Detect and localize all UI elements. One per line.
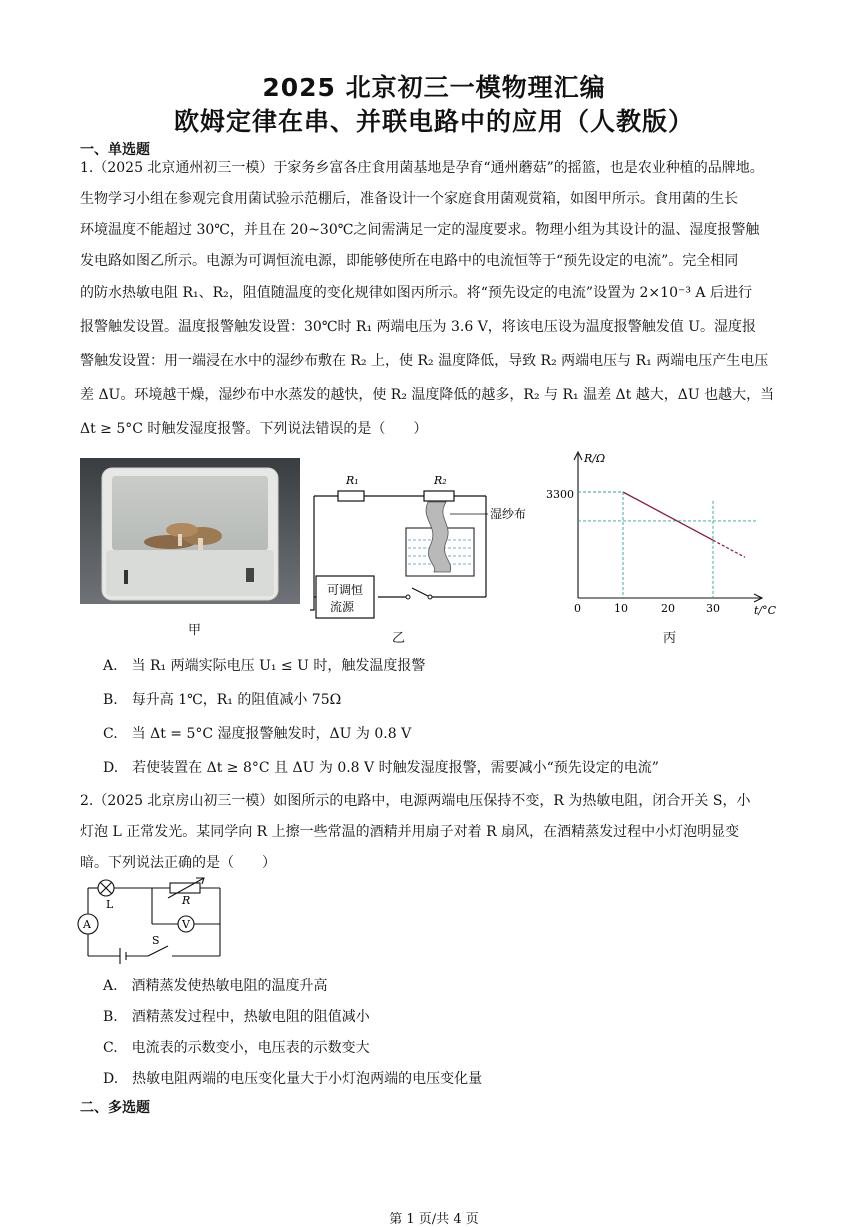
q1-line-6: 报警触发设置。温度报警触发设置：30℃时 R₁ 两端电压为 3.6 V，将该电压设为温度报警触发值 U。湿度报 bbox=[80, 319, 757, 335]
circuit-source-label-line1: 可调恒 bbox=[327, 583, 364, 597]
circuit-r2-label: R₂ bbox=[434, 474, 447, 487]
figure-jia-label: 甲 bbox=[188, 623, 202, 638]
q2-line-3: 暗。下列说法正确的是（ ） bbox=[80, 855, 276, 871]
page-number-footer: 第 1 页/共 4 页 bbox=[389, 1212, 479, 1227]
q2-option-b[interactable]: B. 酒精蒸发过程中，热敏电阻的阻值减小 bbox=[103, 1009, 370, 1025]
document-title-line1: 2025 北京初三一模物理汇编 bbox=[262, 73, 606, 102]
figure-yi-alarm-circuit bbox=[300, 462, 527, 632]
circuit-gauze-label: 湿纱布 bbox=[490, 507, 527, 521]
graph-x-tick-30: 30 bbox=[706, 602, 720, 615]
q2-line-2: 灯泡 L 正常发光。某同学向 R 上擦一些常温的酒精并用扇子对着 R 扇风，在酒精蒸发过程中小灯泡明显变 bbox=[80, 824, 740, 840]
figure-bing-label: 丙 bbox=[663, 631, 677, 646]
q1-option-c[interactable]: C. 当 Δt = 5°C 湿度报警触发时，ΔU 为 0.8 V bbox=[103, 726, 412, 742]
graph-data-line-extension bbox=[713, 540, 745, 557]
q1-line-4: 发电路如图乙所示。电源为可调恒流电源，即能够使所在电路中的电流恒等于“预先设定的电流”。完全相同 bbox=[80, 253, 739, 269]
q1-line-1: 1.（2025 北京通州初三一模）于家务乡富各庄食用菌基地是孕育“通州蘑菇”的摇篮，也是农业种植的品牌地。 bbox=[80, 160, 764, 176]
circuit-source-label-line2: 流源 bbox=[330, 600, 355, 614]
q1-option-a[interactable]: A. 当 R₁ 两端实际电压 U₁ ≤ U 时，触发温度报警 bbox=[103, 658, 426, 674]
q2-switch-label: S bbox=[152, 934, 160, 947]
q1-line-9: Δt ≥ 5°C 时触发湿度报警。下列说法错误的是（ ） bbox=[80, 421, 428, 437]
graph-x-axis-label: t/°C bbox=[754, 604, 777, 617]
figure-jia-mushroom-box-photo bbox=[80, 458, 300, 604]
document-title-line2: 欧姆定律在串、并联电路中的应用（人教版） bbox=[173, 107, 694, 136]
q2-resistor-label: R bbox=[182, 894, 191, 907]
q1-line-3: 环境温度不能超过 30℃，并且在 20~30℃之间需满足一定的湿度要求。物理小组为其设计的温、湿度报警触 bbox=[80, 222, 760, 238]
q2-option-a[interactable]: A. 酒精蒸发使热敏电阻的温度升高 bbox=[103, 978, 328, 994]
section-heading-multiple-choice: 二、多选题 bbox=[80, 1100, 150, 1116]
q1-line-2: 生物学习小组在参观完食用菌试验示范棚后，准备设计一个家庭食用菌观赏箱，如图甲所示。食用菌的生长 bbox=[80, 191, 738, 207]
graph-x-tick-0: 0 bbox=[574, 602, 581, 615]
section-heading-single-choice: 一、单选题 bbox=[80, 142, 150, 158]
figure-yi-label: 乙 bbox=[392, 631, 406, 646]
graph-data-line bbox=[623, 492, 713, 540]
q2-line-1: 2.（2025 北京房山初三一模）如图所示的电路中，电源两端电压保持不变，R 为热敏电阻，闭合开关 S，小 bbox=[80, 793, 751, 809]
graph-x-tick-10: 10 bbox=[614, 602, 628, 615]
q1-line-8: 差 ΔU。环境越干燥，湿纱布中水蒸发的越快，使 R₂ 温度降低的越多，R₂ 与 R₁ 温差 Δt 越大，ΔU 也越大，当 bbox=[80, 387, 775, 403]
q2-option-d[interactable]: D. 热敏电阻两端的电压变化量大于小灯泡两端的电压变化量 bbox=[103, 1071, 483, 1087]
q2-voltmeter-label: V bbox=[182, 918, 190, 931]
graph-plot-area bbox=[578, 492, 758, 598]
q2-lamp-label: L bbox=[106, 898, 114, 911]
q2-ammeter-label: A bbox=[83, 918, 91, 931]
graph-y-axis-label: R/Ω bbox=[584, 452, 606, 465]
q2-circuit-diagram bbox=[76, 876, 228, 962]
circuit-r1-label: R₁ bbox=[346, 474, 359, 487]
figure-bing-resistance-graph bbox=[540, 448, 780, 624]
q1-option-b[interactable]: B. 每升高 1℃，R₁ 的阻值减小 75Ω bbox=[103, 692, 342, 708]
graph-x-tick-20: 20 bbox=[661, 602, 675, 615]
q2-option-c[interactable]: C. 电流表的示数变小，电压表的示数变大 bbox=[103, 1040, 370, 1056]
graph-y-tick-3300: 3300 bbox=[546, 488, 574, 501]
q1-line-7: 警触发设置：用一端浸在水中的湿纱布敷在 R₂ 上，使 R₂ 温度降低，导致 R₂ 两端电压与 R₁ 两端电压产生电压 bbox=[80, 353, 769, 369]
q1-line-5: 的防水热敏电阻 R₁、R₂，阻值随温度的变化规律如图丙所示。将“预先设定的电流”设置为 2×10⁻³ A 后进行 bbox=[80, 285, 752, 301]
q1-option-d[interactable]: D. 若使装置在 Δt ≥ 8°C 且 ΔU 为 0.8 V 时触发湿度报警，需要减小“预先设定的电流” bbox=[103, 760, 659, 776]
